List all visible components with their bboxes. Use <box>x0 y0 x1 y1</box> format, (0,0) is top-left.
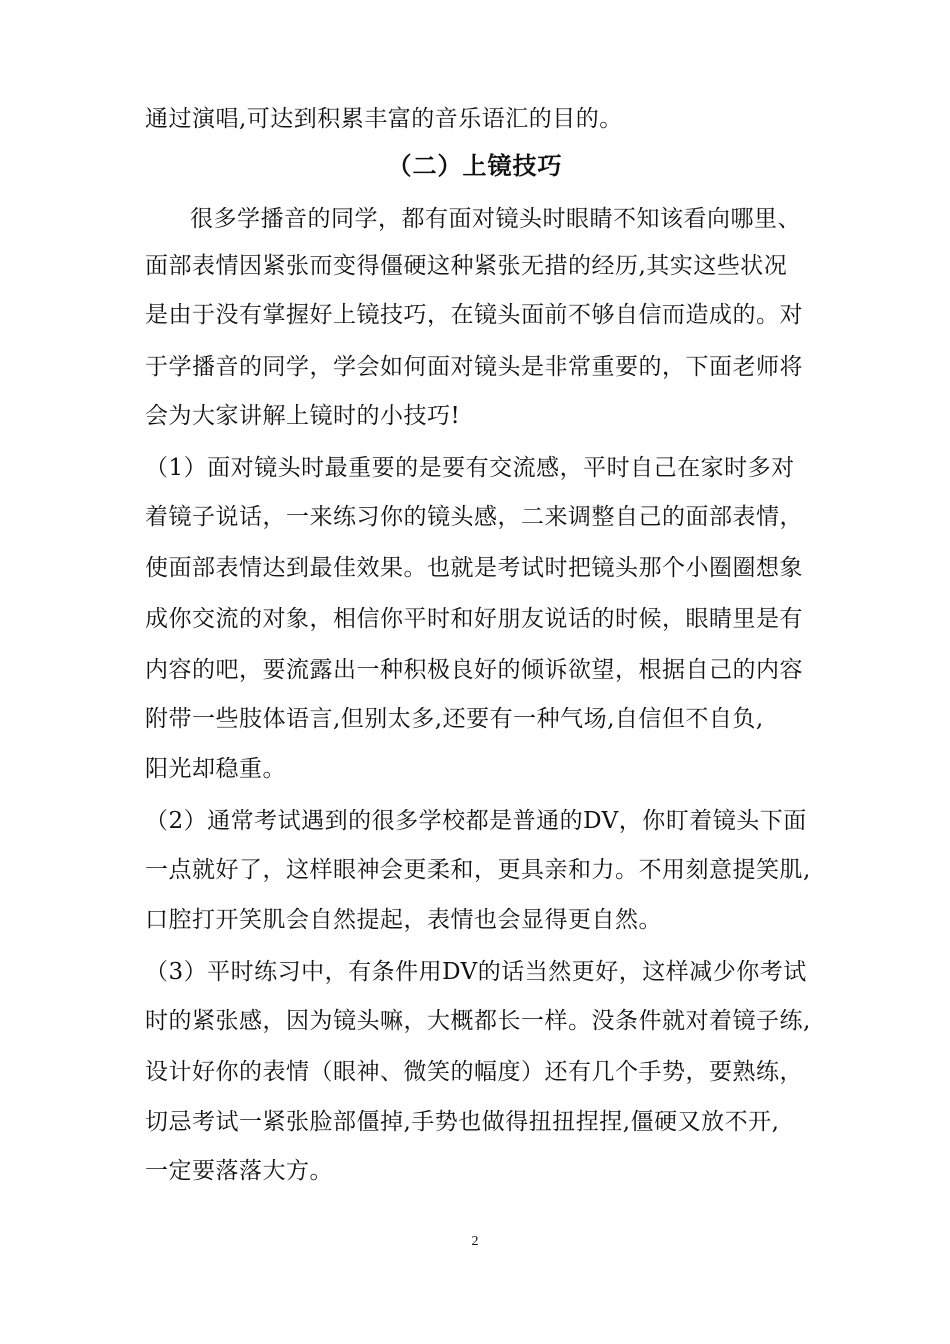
paragraph-line: 设计好你的表情（眼神、微笑的幅度）还有几个手势，要熟练， <box>145 1059 803 1085</box>
paragraph-line: 成你交流的对象，相信你平时和好朋友说话的时候，眼睛里是有 <box>145 606 803 632</box>
paragraph-line: （1）面对镜头时最重要的是要有交流感，平时自己在家时多对 <box>145 455 795 481</box>
paragraph-line: 于学播音的同学，学会如何面对镜头是非常重要的，下面老师将 <box>145 354 803 380</box>
paragraph-line: 一定要落落大方。 <box>145 1158 333 1184</box>
paragraph-line: 着镜子说话，一来练习你的镜头感，二来调整自己的面部表情， <box>145 504 803 530</box>
paragraph-line: 阳光却稳重。 <box>145 756 286 782</box>
paragraph-line: 一点就好了，这样眼神会更柔和，更具亲和力。不用刻意提笑肌, <box>145 857 811 883</box>
paragraph-line: 附带一些肢体语言,但别太多,还要有一种气场,自信但不自负, <box>145 706 764 732</box>
paragraph-line: （2）通常考试遇到的很多学校都是普通的DV，你盯着镜头下面 <box>145 808 807 834</box>
paragraph-line: 口腔打开笑肌会自然提起，表情也会显得更自然。 <box>145 907 662 933</box>
paragraph-line: 内容的吧，要流露出一种积极良好的倾诉欲望，根据自己的内容 <box>145 657 803 683</box>
paragraph-line: 时的紧张感，因为镜头嘛，大概都长一样。没条件就对着镜子练, <box>145 1008 811 1034</box>
paragraph-line: 是由于没有掌握好上镜技巧，在镜头面前不够自信而造成的。对 <box>145 302 803 328</box>
paragraph-line: 切忌考试一紧张脸部僵掉,手势也做得扭扭捏捏,僵硬又放不开, <box>145 1109 780 1135</box>
paragraph-line: 很多学播音的同学，都有面对镜头时眼睛不知该看向哪里、 <box>190 206 801 232</box>
intro-line: 通过演唱,可达到积累丰富的音乐语汇的目的。 <box>145 106 623 132</box>
section-heading: （二）上镜技巧 <box>387 152 563 180</box>
page-number: 2 <box>471 1234 479 1249</box>
paragraph-line: 面部表情因紧张而变得僵硬这种紧张无措的经历,其实这些状况 <box>145 253 788 279</box>
paragraph-line: 使面部表情达到最佳效果。也就是考试时把镜头那个小圈圈想象 <box>145 555 803 581</box>
paragraph-line: （3）平时练习中，有条件用DV的话当然更好，这样减少你考试 <box>145 959 807 985</box>
paragraph-line: 会为大家讲解上镜时的小技巧! <box>145 403 461 429</box>
